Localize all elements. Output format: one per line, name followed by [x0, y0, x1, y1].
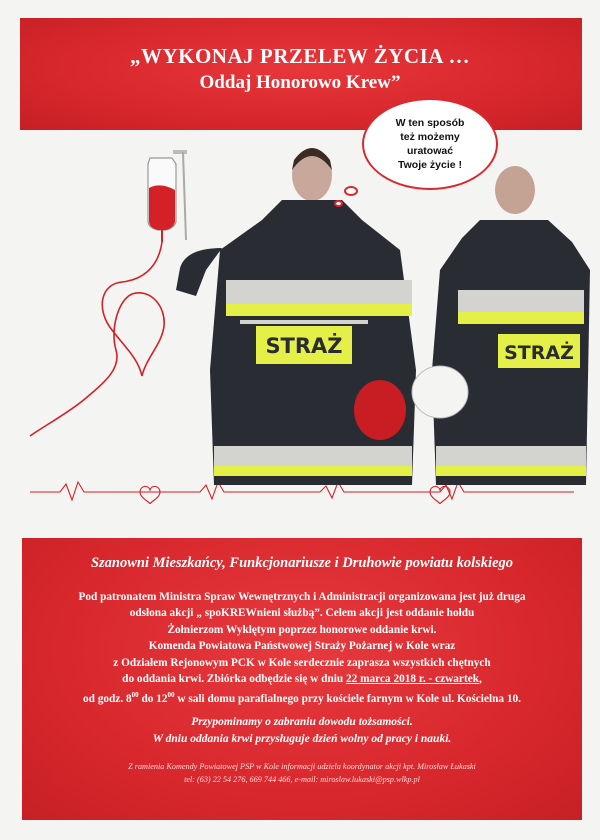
firefighters-illustration	[0, 130, 600, 525]
body-line: Komenda Powiatowa Państwowej Straży Pożarnej w Kole wraz	[148, 640, 456, 653]
bubble-line: W ten sposób	[395, 117, 465, 129]
bubble-line: uratować	[406, 145, 454, 157]
body-line: Pod patronatem Ministra Spraw Wewnętrznych i Administracji organizowana jest już druga	[78, 591, 526, 603]
body-line-date: do oddania krwi. Zbiórka odbędzie się w dniu 22 marca 2018 r. - czwartek,	[122, 673, 482, 686]
jacket-label-right: STRAŻ	[504, 342, 574, 364]
contact-info	[22, 760, 582, 786]
body-line-time: od godz. $8^{00}$ do $12^{00}$ w sali domu parafialnego przy kościele farnym w Kole ul. Kościelna 10.	[83, 691, 521, 706]
blood-bag-icon	[148, 150, 187, 242]
body-line: z Odziałem Rejonowym PCK w Kole serdecznie zaprasza wszystkich chętnych	[113, 656, 491, 669]
reminders	[22, 714, 582, 748]
blood-line-heart	[30, 242, 164, 436]
bubble-dot-large	[344, 186, 358, 196]
bubble-dot-small	[334, 200, 343, 207]
body-line: odsłona akcji „ spoKREWnieni służbą”. Celem akcji jest oddanie hołdu	[129, 607, 475, 620]
event-description	[36, 589, 568, 708]
poster-subheadline: Oddaj Honorowo Krew”	[199, 72, 401, 93]
info-panel	[22, 538, 582, 820]
reminder-id: Przypominamy o zabraniu dowodu tożsamości.	[191, 716, 413, 728]
contact-coordinator: Z ramienia Komendy Powiatowej PSP w Kole informacji udziela koordynator akcji kpt. Mirosław Łukaski	[128, 762, 476, 771]
thought-bubble	[362, 98, 498, 190]
firefighter-left	[176, 148, 416, 485]
poster-headline: „WYKONAJ PRZELEW ŻYCIA …	[129, 44, 471, 68]
bubble-line: Twoje życie !	[398, 159, 462, 171]
firefighter-right	[412, 166, 590, 485]
bubble-line: też możemy	[400, 131, 460, 143]
reminder-day-off: W dniu oddania krwi przysługuje dzień wolny od pracy i nauki.	[152, 733, 452, 745]
jacket-label-left: STRAŻ	[265, 334, 343, 358]
event-date: 22 marca 2018 r. - czwartek	[345, 673, 479, 686]
contact-phone-email: tel: (63) 22 54 276, 669 744 466, e-mail: miroslaw.lukaski@psp.wlkp.pl	[184, 775, 420, 784]
greeting: Szanowni Mieszkańcy, Funkcjonariusze i Druhowie powiatu kolskiego	[90, 555, 514, 571]
body-line: Żołnierzom Wyklętym poprzez honorowe oddanie krwi.	[167, 623, 437, 636]
